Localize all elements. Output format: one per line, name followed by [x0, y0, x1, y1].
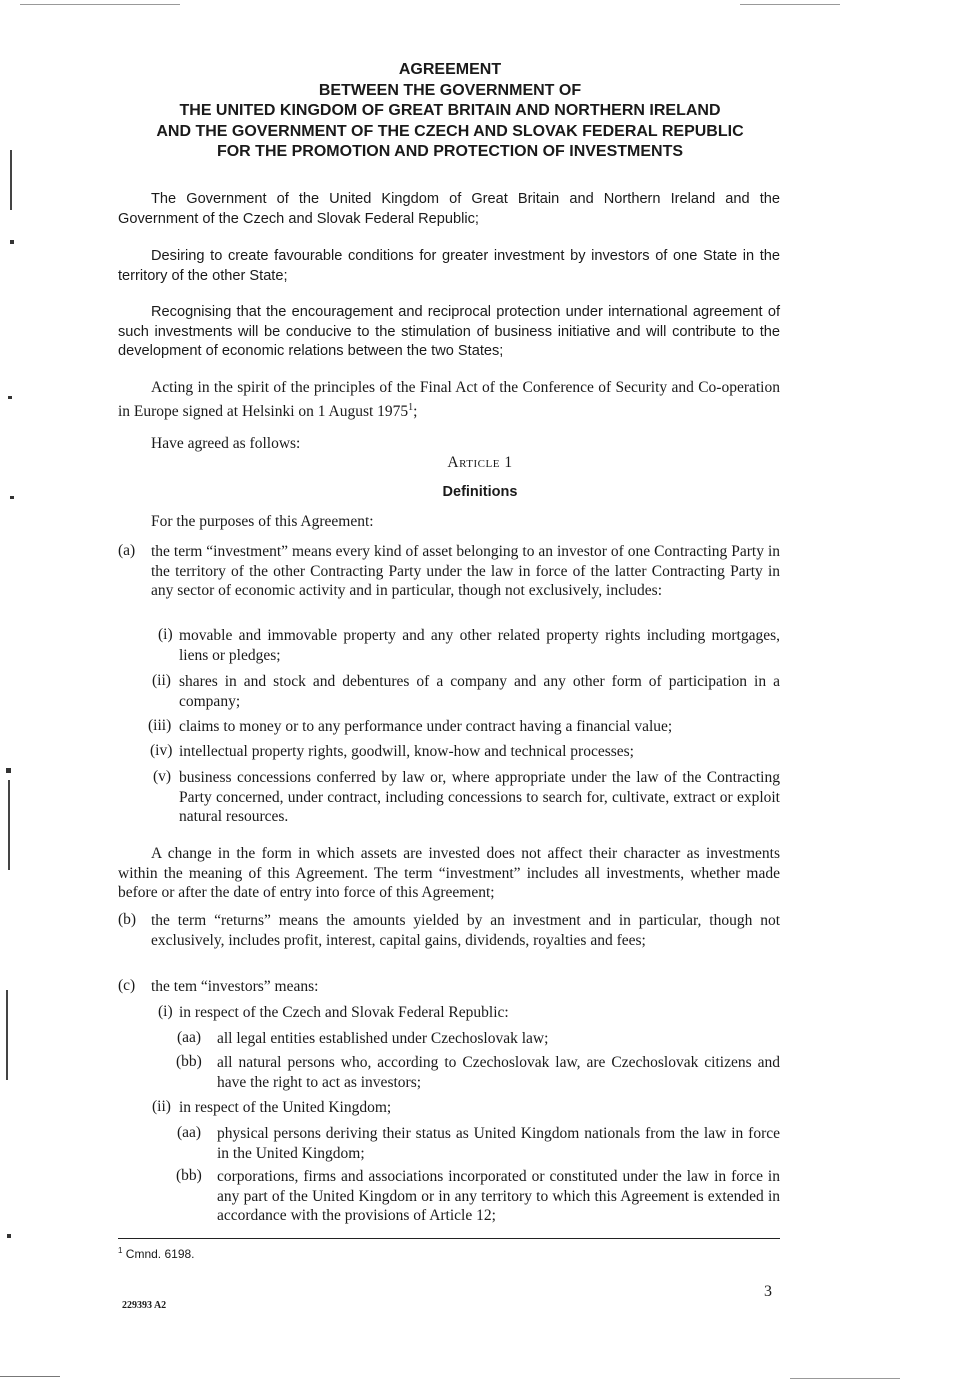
definitions-intro: For the purposes of this Agreement: — [151, 513, 374, 530]
def-a-iii-label: (iii) — [148, 717, 172, 734]
def-a-iii-text: claims to money or to any performance under contract having a financial value; — [179, 718, 673, 735]
def-a-ii-label: (ii) — [152, 672, 171, 689]
def-a-ii-text: shares in and stock and debentures of a company and any other form of participation in a company; — [179, 673, 780, 710]
scan-artifact — [10, 240, 14, 244]
title-line-1: AGREEMENT — [398, 61, 502, 78]
def-c-i-label: (i) — [158, 1003, 173, 1020]
def-c-label: (c) — [118, 977, 136, 994]
scan-artifact — [10, 496, 14, 499]
scan-artifact — [6, 768, 11, 773]
def-a-i-label: (i) — [158, 626, 173, 643]
def-c-i-text: in respect of the Czech and Slovak Federal Republic: — [179, 1004, 509, 1021]
preamble-acting — [118, 378, 780, 421]
scan-artifact — [10, 150, 12, 210]
def-a-closing: A change in the form in which assets are invested does not affect their character as investments within the meaning of this Agreement. The term “investment” includes all investments, whether made before or after the date of entry into force of this Agreement; — [118, 845, 780, 901]
def-c-i-bb-label: (bb) — [176, 1053, 202, 1070]
def-a-iv-text: intellectual property rights, goodwill, know-how and technical processes; — [179, 743, 634, 760]
page-number: 3 — [764, 1283, 772, 1300]
def-c-ii-aa-label: (aa) — [177, 1124, 202, 1141]
preamble-acting-text: Acting in the spirit of the principles of the Final Act of the Conference of Security and Co-operation in Europe signed at Helsinki on 1 August 1975 — [118, 379, 780, 420]
def-c-text: the tem “investors” means: — [151, 978, 319, 995]
def-a-text: the term “investment” means every kind of asset belonging to an investor of one Contracting Party in the territory of the other Contracting Party under the law in force of the latter Contracting Party in any sector of economic activity and in particular, though not exclusively, includes: — [151, 543, 780, 599]
title-line-3: THE UNITED KINGDOM OF GREAT BRITAIN AND NORTHERN IRELAND — [179, 102, 721, 119]
scan-artifact — [740, 4, 840, 5]
preamble-desiring: Desiring to create favourable conditions for greater investment by investors of one State in the territory of the other State; — [118, 248, 780, 284]
def-a-v-text: business concessions conferred by law or, where appropriate under the law of the Contracting Party concerned, under contract, including concessions to search for, cultivate, extract or exploit natural resources. — [179, 769, 780, 825]
def-c-i-aa-text: all legal entities established under Czechoslovak law; — [217, 1030, 549, 1047]
scan-artifact — [0, 1376, 60, 1377]
preamble-agreed: Have agreed as follows: — [151, 435, 301, 452]
def-c-i-aa-label: (aa) — [177, 1029, 202, 1046]
def-c-i-bb-text: all natural persons who, according to Czechoslovak law, are Czechoslovak citizens and have the right to act as investors; — [217, 1054, 780, 1091]
preamble-parties: The Government of the United Kingdom of Great Britain and Northern Ireland and the Government of the Czech and Slovak Federal Republic; — [118, 191, 780, 227]
agreement-title — [100, 60, 800, 163]
scan-artifact — [7, 1234, 11, 1238]
title-line-5: FOR THE PROMOTION AND PROTECTION OF INVESTMENTS — [216, 143, 684, 160]
def-a-iv-label: (iv) — [150, 742, 173, 759]
def-b-text: the term “returns” means the amounts yielded by an investment and in particular, though not exclusively, includes profit, interest, capital gains, dividends, royalties and fees; — [151, 912, 780, 949]
article-heading: Definitions — [442, 484, 518, 500]
def-c-ii-text: in respect of the United Kingdom; — [179, 1099, 392, 1116]
scan-artifact — [8, 396, 12, 399]
scan-artifact — [790, 1378, 900, 1379]
print-code: 229393 A2 — [122, 1300, 167, 1311]
def-c-ii-bb-text: corporations, firms and associations incorporated or constituted under the law in force in any part of the United Kingdom or in any territory to which this Agreement is extended in accordance with the provisions of Article 12; — [217, 1168, 780, 1224]
preamble-acting-end: ; — [413, 402, 418, 420]
title-line-2: BETWEEN THE GOVERNMENT OF — [318, 81, 582, 99]
preamble-recognising: Recognising that the encouragement and reciprocal protection under international agreement of such investments will be conducive to the stimulation of business initiative and will contribute to the development of economic relations between the two States; — [118, 304, 780, 359]
article-label: Article 1 — [447, 454, 513, 471]
def-a-v-label: (v) — [153, 768, 172, 785]
def-c-ii-bb-label: (bb) — [176, 1167, 202, 1184]
def-a-label: (a) — [118, 542, 136, 559]
scan-artifact — [6, 990, 8, 1080]
footnote-mark: 1 — [118, 1246, 123, 1255]
def-c-ii-label: (ii) — [152, 1098, 171, 1115]
def-a-i-text: movable and immovable property and any other related property rights including mortgages, liens or pledges; — [179, 627, 780, 664]
footnote-text: Cmnd. 6198. — [125, 1247, 195, 1261]
scan-artifact — [20, 4, 180, 5]
footnote — [118, 1246, 195, 1261]
title-line-4: AND THE GOVERNMENT OF THE CZECH AND SLOVAK FEDERAL REPUBLIC — [156, 122, 744, 140]
footnote-rule — [118, 1238, 780, 1239]
scan-artifact — [8, 780, 10, 870]
def-c-ii-aa-text: physical persons deriving their status as United Kingdom nationals from the law in force in the United Kingdom; — [217, 1125, 780, 1162]
footnote-reference: 1 — [408, 401, 414, 413]
def-b-label: (b) — [118, 911, 137, 928]
